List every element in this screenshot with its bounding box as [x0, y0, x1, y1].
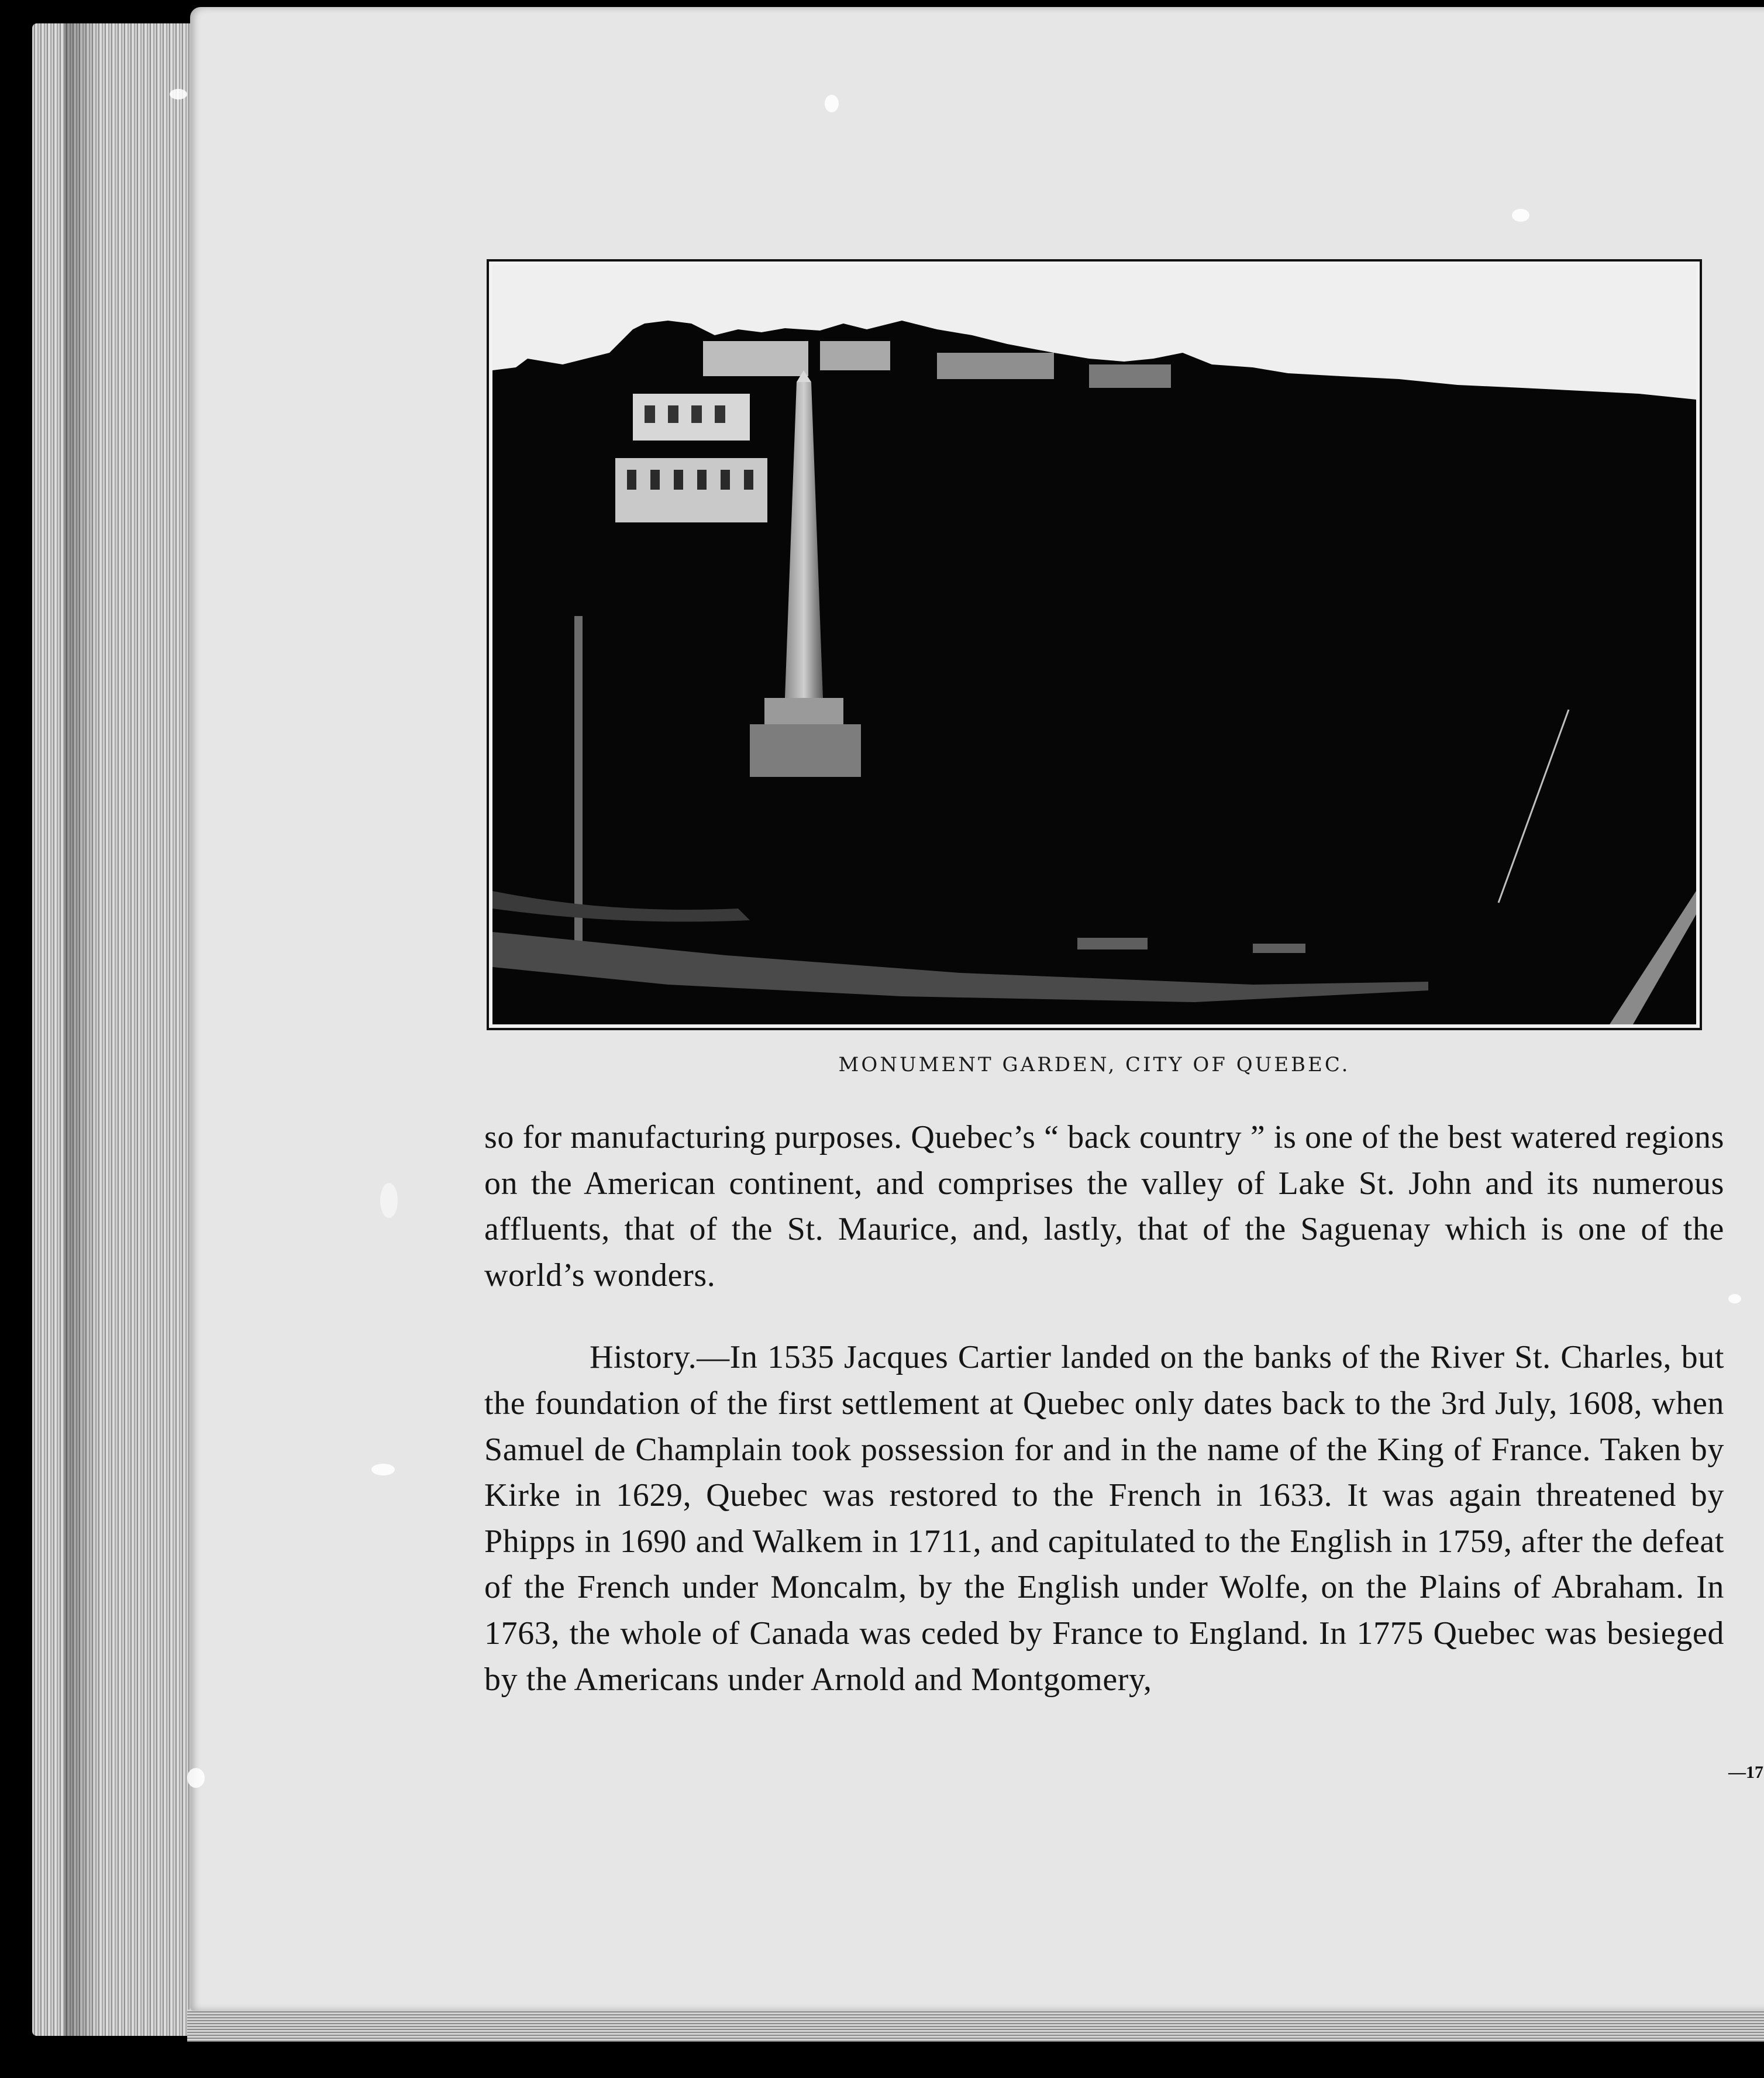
monument-garden-photo — [492, 265, 1696, 1024]
photograph — [487, 259, 1702, 1030]
paragraph-history: History.—In 1535 Jacques Cartier landed on the banks of the River St. Charles, but the foundation of the first settlement at Quebec only dates back to the 3rd July, 1608, when Samuel de Champlain took possession for and in the name of the King of France. Taken by Kirke in 1629, Quebec was restored to the French in 1633. It was again threatened by Phipps in 1690 and Walkem in 1711, and capitulated to the English in 1759, after the defeat of the French under Moncalm, by the English under Wolfe, on the Plains of Abraham. In 1763, the whole of Canada was ceded by France to England. In 1775 Quebec was besieged by the Americans under Arnold and Montgomery, — [484, 1339, 1724, 1698]
dust-spot — [1512, 209, 1529, 222]
dust-spot — [380, 1183, 398, 1218]
book-page-edges — [32, 23, 202, 2036]
dust-spot — [187, 1768, 205, 1788]
dust-spot — [1728, 1294, 1741, 1303]
paragraph-continuation: so for manufacturing purposes. Quebec’s “ back country ” is one of the best watered regions on the American continent, and comprises the valley of Lake St. John and its numerous affluents, that of the St. Maurice, and, lastly, that of the Saguenay which is one of the world’s wonders. — [484, 1119, 1724, 1293]
photo-caption: MONUMENT GARDEN, CITY OF QUEBEC. — [838, 1053, 1350, 1076]
body-text — [484, 1114, 1724, 1702]
dust-spot — [825, 95, 839, 112]
dust-spot — [170, 89, 187, 99]
book-bottom-edges — [187, 2010, 1764, 2042]
dust-spot — [371, 1464, 395, 1475]
page-number: —17 — [1728, 1763, 1763, 1782]
page-edge-shadow — [64, 23, 99, 2036]
